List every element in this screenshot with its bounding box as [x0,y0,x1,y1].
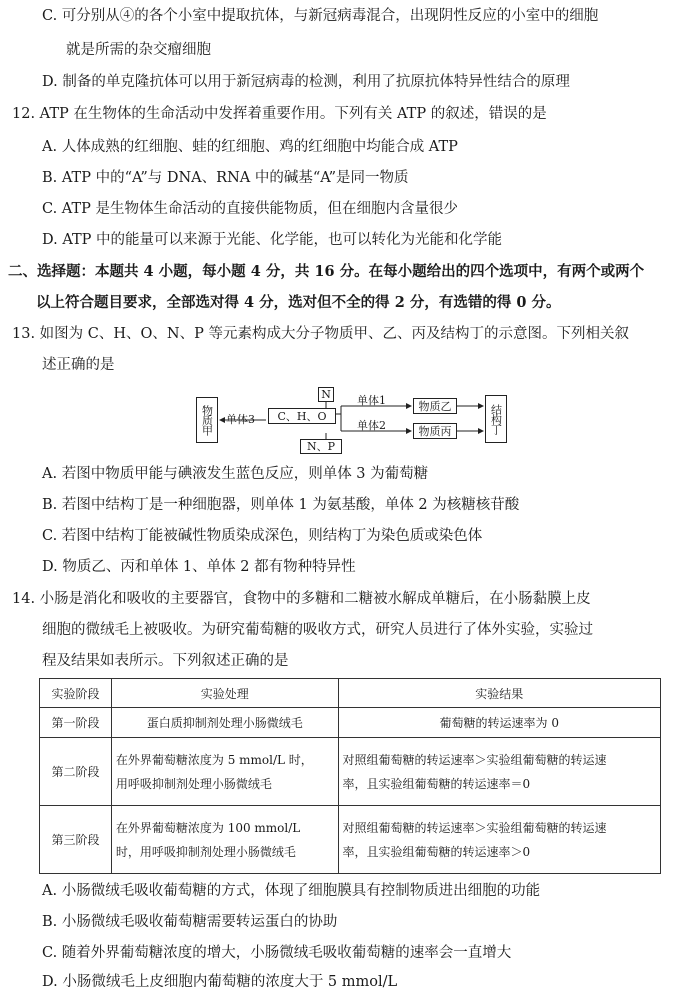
table-row [40,738,661,806]
experiment-table [39,678,661,874]
box-jia: 物质甲 [196,397,218,443]
table-cell-treatment: 蛋白质抑制剂处理小肠微绒毛 [111,708,338,738]
q11-option-c-line2: 就是所需的杂交瘤细胞 [66,42,211,58]
q13-option-a: A. 若图中物质甲能与碘液发生蓝色反应，则单体 3 为葡萄糖 [42,466,429,482]
box-elements: C、H、O [268,408,336,424]
table-cell-stage: 第三阶段 [40,806,112,874]
q12-option-b: B. ATP 中的“A”与 DNA、RNA 中的碱基“A”是同一物质 [42,170,409,186]
label-danti1: 单体1 [357,394,386,407]
box-np: N、P [300,439,342,454]
q13-option-d: D. 物质乙、丙和单体 1、单体 2 都有物种特异性 [42,559,356,575]
treatment-line: 时，用呼吸抑制剂处理小肠微绒毛 [115,844,296,859]
q14-option-c: C. 随着外界葡萄糖浓度的增大，小肠微绒毛吸收葡萄糖的速率会一直增大 [42,945,512,961]
q12-option-a: A. 人体成熟的红细胞、蛙的红细胞、鸡的红细胞中均能合成 ATP [42,139,458,155]
q12-option-c: C. ATP 是生物体生命活动的直接供能物质，但在细胞内含量很少 [42,201,459,217]
q13-stem-line1: 13. 如图为 C、H、O、N、P 等元素构成大分子物质甲、乙、丙及结构丁的示意图。下列相关叙 [12,326,629,342]
result-line: 对照组葡萄糖的转运速率＞实验组葡萄糖的转运速 [342,820,607,835]
table-row [40,806,661,874]
q14-stem-line2: 细胞的微绒毛上被吸收。为研究葡萄糖的吸收方式，研究人员进行了体外实验，实验过 [42,622,593,638]
treatment-line: 用呼吸抑制剂处理小肠微绒毛 [115,776,272,791]
table-header: 实验阶段 [40,679,112,708]
table-cell-stage: 第二阶段 [40,738,112,806]
result-line: 率，且实验组葡萄糖的转运速率＝0 [342,776,531,791]
label-danti2: 单体2 [357,419,386,432]
section2-instructions-line1: 二、选择题：本题共 4 小题，每小题 4 分，共 16 分。在每小题给出的四个选项中，有两个或两个 [8,263,645,280]
q12-option-d: D. ATP 中的能量可以来源于光能、化学能，也可以转化为光能和化学能 [42,232,503,248]
q14-option-d: D. 小肠微绒毛上皮细胞内葡萄糖的浓度大于 5 mmol/L [42,974,398,990]
box-n: N [318,387,334,402]
treatment-line: 在外界葡萄糖浓度为 100 mmol/L [115,820,301,835]
q13-option-b: B. 若图中结构丁是一种细胞器，则单体 1 为氨基酸，单体 2 为核糖核苷酸 [42,497,520,513]
table-cell-result [338,806,660,874]
q11-option-c-line1: C. 可分别从④的各个小室中提取抗体，与新冠病毒混合，出现阴性反应的小室中的细胞 [42,8,599,24]
table-header: 实验结果 [338,679,660,708]
q13-stem-line2: 述正确的是 [42,357,115,373]
table-cell-treatment [111,738,338,806]
label-danti3: 单体3 [226,413,255,426]
result-line: 率，且实验组葡萄糖的转运速率＞0 [342,844,531,859]
table-cell-result [338,738,660,806]
table-header-row [40,679,661,708]
q14-stem-line1: 14. 小肠是消化和吸收的主要器官，食物中的多糖和二糖被水解成单糖后，在小肠黏膜上皮 [12,591,591,607]
box-ding: 结构丁 [485,395,507,443]
box-yi: 物质乙 [413,398,457,414]
q11-option-d: D. 制备的单克隆抗体可以用于新冠病毒的检测，利用了抗原抗体特异性结合的原理 [42,74,570,90]
section2-instructions-line2: 以上符合题目要求，全部选对得 4 分，选对但不全的得 2 分，有选错的得 0 分。 [36,294,561,311]
table-header: 实验处理 [111,679,338,708]
table-cell-treatment [111,806,338,874]
q14-stem-line3: 程及结果如表所示。下列叙述正确的是 [42,653,289,669]
q14-option-a: A. 小肠微绒毛吸收葡萄糖的方式，体现了细胞膜具有控制物质进出细胞的功能 [42,883,541,899]
treatment-line: 在外界葡萄糖浓度为 5 mmol/L 时， [115,752,313,767]
q13-option-c: C. 若图中结构丁能被碱性物质染成深色，则结构丁为染色质或染色体 [42,528,483,544]
q13-diagram [193,384,513,454]
result-line: 对照组葡萄糖的转运速率＞实验组葡萄糖的转运速 [342,752,607,767]
box-bing: 物质丙 [413,423,457,439]
table-cell-result: 葡萄糖的转运速率为 0 [338,708,660,738]
q12-stem: 12. ATP 在生物体的生命活动中发挥着重要作用。下列有关 ATP 的叙述，错误的是 [12,106,547,122]
q14-option-b: B. 小肠微绒毛吸收葡萄糖需要转运蛋白的协助 [42,914,338,930]
table-cell-stage: 第一阶段 [40,708,112,738]
table-row [40,708,661,738]
